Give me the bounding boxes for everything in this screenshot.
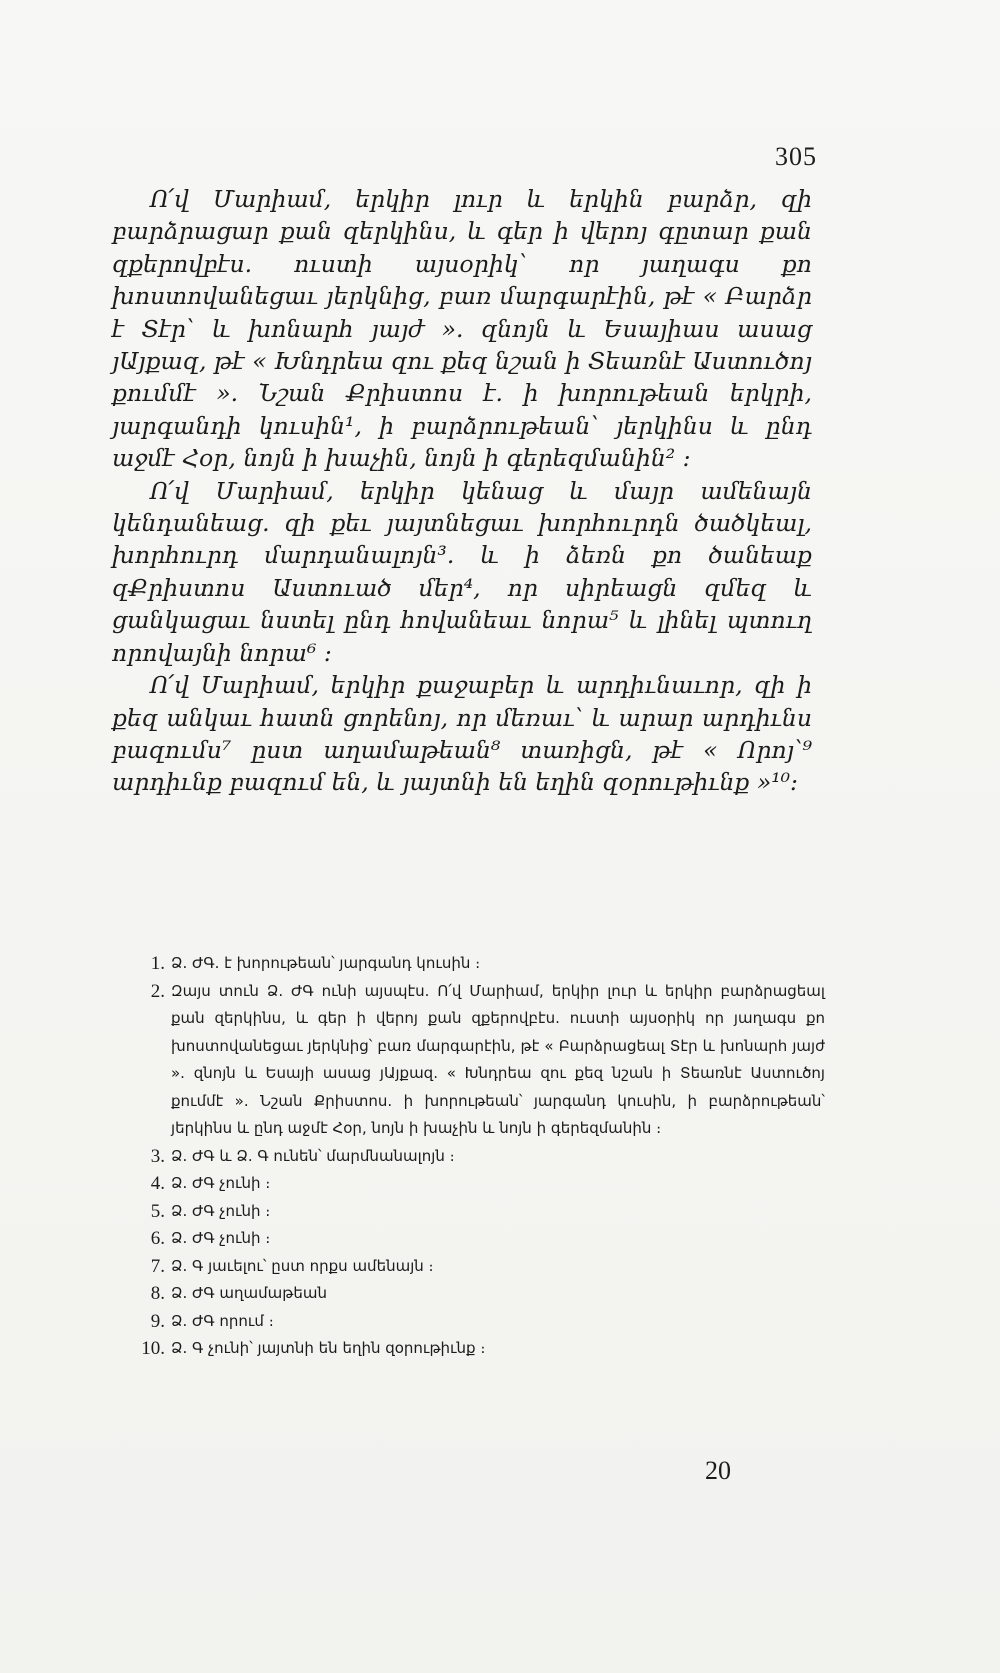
main-text <box>112 183 812 799</box>
page-number: 305 <box>775 142 817 171</box>
footnotes <box>135 950 825 1363</box>
footnote <box>135 1253 825 1281</box>
footnote <box>135 950 825 978</box>
footnote-text: Ձ. ԺԳ և Ձ. Գ ունեն՝ մարմնանալոյն ։ <box>171 1146 455 1165</box>
paragraph-2: Ո՛վ Մարիամ, երկիր կենաց և մայր ամենայն կենդանեաց. զի քեւ յայտնեցաւ խորհուրդն ծածկեալ, խորհուրդ մարդանալոյն³. և ի ձեռն քո ծանեաք զՔրիստոս Աստուած մեր⁴, որ սիրեացն զմեզ և ցանկացաւ նստել ընդ հովանեաւ նորա⁵ և լինել պտուղ որովայնի նորա⁶ ։ <box>112 476 812 667</box>
footnote-text: Ձ. Գ յաւելու՝ ըստ որքս ամենայն ։ <box>171 1256 434 1275</box>
footnote-number: 8. <box>150 1283 165 1304</box>
footnote-number: 3. <box>150 1145 165 1167</box>
footnote-number: 1. <box>150 953 165 974</box>
footnote <box>135 978 825 1143</box>
footnote-number: 9. <box>150 1310 165 1332</box>
footnote <box>135 1170 825 1198</box>
footnote-text: Ձ. ԺԳ որում ։ <box>171 1311 274 1330</box>
footnote-text: Ձ. ԺԳ. է խորութեան՝ յարգանդ կուսին ։ <box>171 954 481 972</box>
footnote-text: Ձ. ԺԳ չունի ։ <box>171 1174 271 1192</box>
footnote-number: 10. <box>141 1338 165 1359</box>
footnote-text: Ձ. ԺԳ չունի ։ <box>171 1229 271 1247</box>
footnote <box>135 1198 825 1226</box>
footnote-text: Զայս տուն Ձ. ԺԳ ունի այսպէս. Ո՛վ Մարիամ, երկիր լուր և երկիր բարձրացեալ քան զերկինս, և գեր ի վերոյ քան զքերովբէս. ուստի այսօրիկ որ յաղագս քո խոստովանեցաւ յերկնից՝ բառ մարգարէին, թէ « Բարձրացեալ Տէր և խոնարհ յայժ ». զնոյն և Եսայի ասաց յԱյքազ. « Խնդրեա զու քեզ նշան ի Տեառնէ Աստուծոյ քումմէ ». Նշան Քրիստոս. ի խորութեան՝ յարգանդ կուսին, ի բարձրութեան՝ յերկինս և ընդ աջմէ Հօր, նոյն ի խաչին և նոյն ի գերեզմանին ։ <box>171 981 825 1137</box>
footnote-number: 7. <box>150 1255 165 1277</box>
footnote-text: Ձ. ԺԳ չունի ։ <box>171 1201 271 1220</box>
footnote <box>135 1143 825 1171</box>
footnote-number: 4. <box>150 1173 165 1194</box>
footnote <box>135 1280 825 1308</box>
footnote-number: 6. <box>150 1228 165 1249</box>
footnote-text: Ձ. Գ չունի՝ յայտնի են եղին զօրութիւնք ։ <box>171 1339 486 1357</box>
signature-folio-number: 20 <box>705 1456 731 1485</box>
footnote <box>135 1225 825 1253</box>
paragraph-1: Ո՛վ Մարիամ, երկիր լուր և երկին բարձր, զի բարձրացար քան զերկինս, և գեր ի վերոյ գըտար քան զքերովբէս. ուստի այսօրիկ՝ որ յաղագս քո խոստովանեցաւ յերկնից, բառ մարգարէին, թէ « Բարձր է Տէր՝ և խոնարհ յայժ ». զնոյն և Եսայիաս ասաց յԱյքազ, թէ « Խնդրեա զու քեզ նշան ի Տեառնէ Աստուծոյ քումմէ ». Նշան Քրիստոս է. ի խորութեան երկրի, յարգանդի կուսին¹, ի բարձրութեան՝ յերկինս և ընդ աջմէ Հօր, նոյն ի խաչին, նոյն ի գերեզմանին² ։ <box>112 185 812 473</box>
footnote-number: 2. <box>150 980 165 1002</box>
footnote-text: Ձ. ԺԳ աղամաթեան <box>171 1284 327 1302</box>
footnote <box>135 1335 825 1363</box>
footnote-number: 5. <box>150 1200 165 1222</box>
footnote <box>135 1308 825 1336</box>
paragraph-3: Ո՛վ Մարիամ, երկիր քաջաբեր և արդիւնաւոր, զի ի քեզ անկաւ հատն ցորենոյ, որ մեռաւ՝ և արար արդիւնս բազումս⁷ ըստ աղամաթեան⁸ տառիցն, թէ « Որոյ՝⁹ արդիւնք բազում են, և յայտնի են եղին զօրութիւնք »¹⁰։ <box>112 671 812 797</box>
